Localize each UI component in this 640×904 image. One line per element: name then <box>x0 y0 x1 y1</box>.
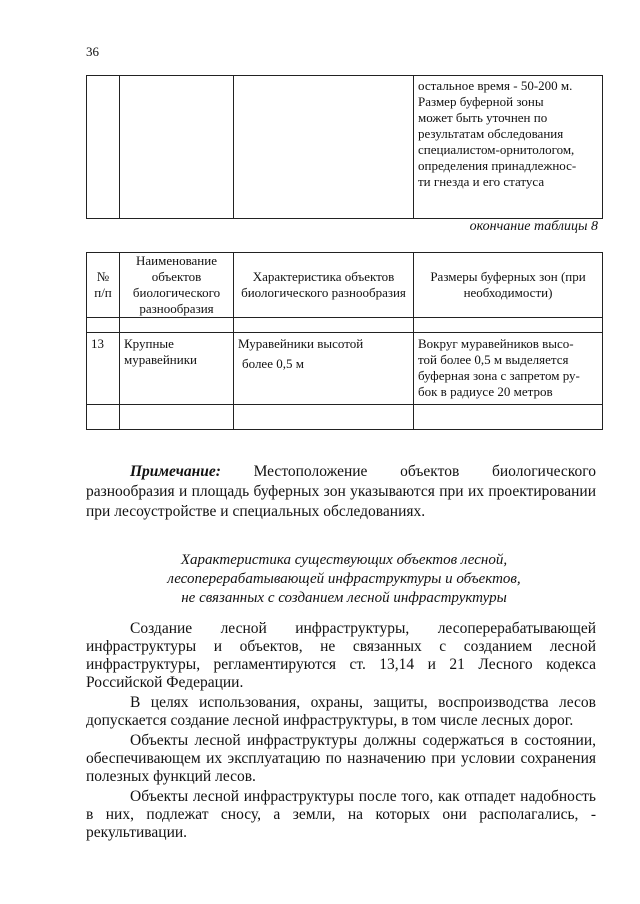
table-cell <box>414 76 603 219</box>
note-paragraph <box>86 462 596 522</box>
table-cell <box>414 405 603 430</box>
cell-line: муравейники <box>124 352 197 367</box>
paragraph: В целях использования, охраны, защиты, воспроизводства лесов допускается создание лесной инфраструктуры, в том числе лесных дорог. <box>86 694 596 729</box>
cell-line: той более 0,5 м выделяется <box>418 352 569 367</box>
body-text <box>86 620 596 842</box>
cell-line: ти гнезда и его статуса <box>418 174 545 189</box>
column-header-number: № п/п <box>87 253 120 318</box>
cell-line: специалистом-орнитологом, <box>418 142 575 157</box>
table-row <box>87 405 603 430</box>
table-cell <box>120 405 234 430</box>
table-cell <box>87 318 120 333</box>
paragraph: Создание лесной инфраструктуры, лесоперерабатывающей инфраструктуры и объектов, не связанных с созданием лесной инфраструктуры, регламентируются ст. 13,14 и 21 Лесного кодекса Российской Федерации. <box>86 620 596 691</box>
heading-line: не связанных с созданием лесной инфраструктуры <box>181 590 507 606</box>
table-cell <box>87 405 120 430</box>
heading-line: лесоперерабатывающей инфраструктуры и объектов, <box>167 571 521 587</box>
table-cell <box>414 318 603 333</box>
cell-line: Муравейники высотой <box>238 336 364 351</box>
cell-line: Крупные <box>124 336 174 351</box>
table-cell <box>87 76 120 219</box>
row-name <box>120 333 234 405</box>
cell-line: Вокруг муравейников высо- <box>418 336 574 351</box>
column-header-name: Наименование объектов биологического разнообразия <box>120 253 234 318</box>
table-cell <box>234 405 414 430</box>
cell-line: более 0,5 м <box>242 356 304 371</box>
table-8-end <box>86 252 603 430</box>
note-label: Примечание: <box>130 463 221 480</box>
column-header-buffer-size: Размеры буферных зон (при необходимости) <box>414 253 603 318</box>
section-heading <box>86 551 602 608</box>
cell-line: буферная зона с запретом ру- <box>418 368 580 383</box>
table-row <box>87 333 603 405</box>
paragraph: Объекты лесной инфраструктуры после того, как отпадет надобность в них, подлежат сносу, а земли, на которых они располагались, - рекультивации. <box>86 788 596 841</box>
table-cell <box>120 76 234 219</box>
cell-line: определения принадлежнос- <box>418 158 577 173</box>
page-number: 36 <box>86 44 99 59</box>
row-buffer-size <box>414 333 603 405</box>
cell-line: может быть уточнен по <box>418 110 548 125</box>
cell-line: бок в радиусе 20 метров <box>418 384 553 399</box>
heading-line: Характеристика существующих объектов лесной, <box>180 552 508 568</box>
cell-line: Размер буферной зоны <box>418 94 544 109</box>
table-row <box>87 76 603 219</box>
table-cell <box>120 318 234 333</box>
table-cell <box>234 76 414 219</box>
row-characteristic <box>234 333 414 405</box>
cell-line: остальное время - 50-200 м. <box>418 78 573 93</box>
row-number: 13 <box>87 333 120 405</box>
cell-line: результатам обследования <box>418 126 564 141</box>
column-header-characteristic: Характеристика объектов биологического разнообразия <box>234 253 414 318</box>
paragraph: Объекты лесной инфраструктуры должны содержаться в состоянии, обеспечивающем их эксплуатацию по назначению при условии сохранения полезных функций лесов. <box>86 732 596 785</box>
table-caption: окончание таблицы 8 <box>469 219 598 234</box>
table-header-row <box>87 253 603 318</box>
table-row <box>87 318 603 333</box>
note-text: Местоположение объектов биологического разнообразия и площадь буферных зон указываются при их проектировании при лесоустройстве и специальных обследованиях. <box>86 463 596 520</box>
table-cell <box>234 318 414 333</box>
table-8-continued-part <box>86 75 603 219</box>
